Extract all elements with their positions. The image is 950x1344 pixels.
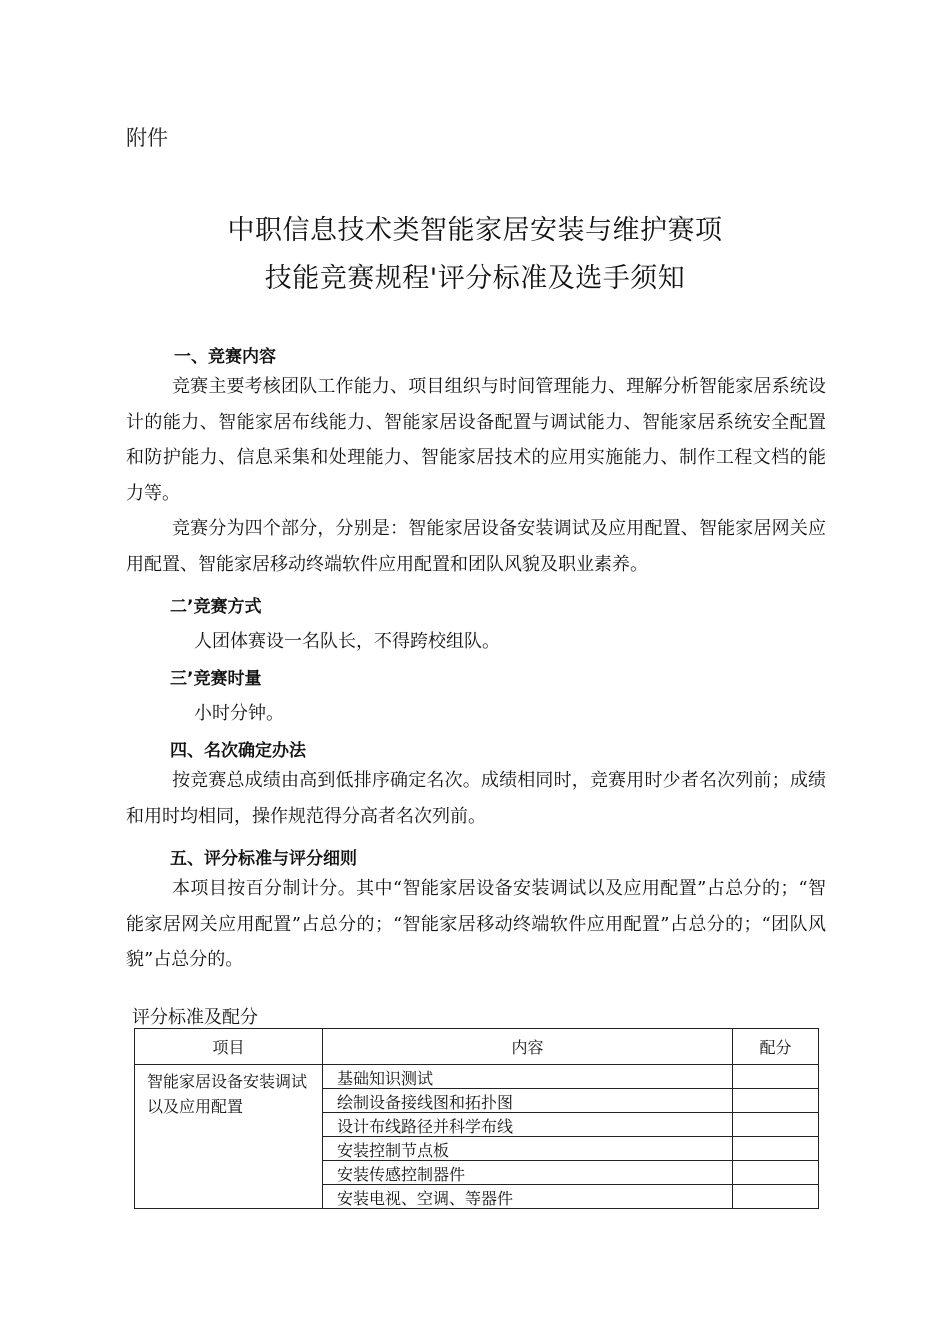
column-header-item: 项目 xyxy=(135,1029,323,1065)
paragraph-competition-content-2: 竞赛分为四个部分，分别是：智能家居设备安装调试及应用配置、智能家居网关应用配置、智能家居移动终端软件应用配置和团队风貌及职业素养。 xyxy=(126,518,826,575)
score-cell xyxy=(733,1113,819,1137)
document-title-line-1: 中职信息技术类智能家居安装与维护赛项 xyxy=(227,215,723,246)
content-cell: 绘制设备接线图和拓扑图 xyxy=(323,1089,733,1113)
paragraph-competition-format: 人团体赛设一名队长，不得跨校组队。 xyxy=(194,631,500,652)
paragraph-ranking-method: 按竞赛总成绩由高到低排序确定名次。成绩相同时，竞赛用时少者名次列前；成绩和用时均相同，操作规范得分高者名次列前。 xyxy=(126,770,826,827)
column-header-content: 内容 xyxy=(323,1029,733,1065)
document-title-line-2: 技能竞赛规程'评分标准及选手须知 xyxy=(264,263,686,294)
score-cell xyxy=(733,1161,819,1185)
table-caption: 评分标准及配分 xyxy=(132,1007,258,1028)
content-cell: 基础知识测试 xyxy=(323,1065,733,1089)
section-heading-scoring-standard: 五、评分标准与评分细则 xyxy=(170,849,357,869)
paragraph-competition-content-1: 竞赛主要考核团队工作能力、项目组织与时间管理能力、理解分析智能家居系统设计的能力、智能家居布线能力、智能家居设备配置与调试能力、智能家居系统安全配置和防护能力、信息采集和处理能力、智能家居技术的应用实施能力、制作工程文档的能力等。 xyxy=(126,376,826,504)
section-heading-competition-duration: 三’竞赛时量 xyxy=(170,669,262,689)
score-cell xyxy=(733,1137,819,1161)
item-cell: 智能家居设备安装调试以及应用配置 xyxy=(135,1065,323,1209)
attachment-label: 附件 xyxy=(126,126,168,150)
table-header-row xyxy=(135,1029,819,1065)
section-heading-competition-content: 一、竞赛内容 xyxy=(174,347,276,367)
content-cell: 安装控制节点板 xyxy=(323,1137,733,1161)
section-heading-competition-format: 二’竞赛方式 xyxy=(170,597,262,617)
score-cell xyxy=(733,1065,819,1089)
column-header-score: 配分 xyxy=(733,1029,819,1065)
score-cell xyxy=(733,1185,819,1209)
page-bottom-margin xyxy=(0,1214,950,1344)
content-cell: 安装电视、空调、等器件 xyxy=(323,1185,733,1209)
content-cell: 设计布线路径并科学布线 xyxy=(323,1113,733,1137)
paragraph-scoring-standard: 本项目按百分制计分。其中“智能家居设备安装调试以及应用配置”占总分的；“智能家居网关应用配置”占总分的；“智能家居移动终端软件应用配置”占总分的；“团队风貌”占总分的。 xyxy=(126,878,826,970)
table-row xyxy=(135,1065,819,1089)
paragraph-competition-duration: 小时分钟。 xyxy=(194,703,284,724)
scoring-table xyxy=(134,1028,819,1209)
score-cell xyxy=(733,1089,819,1113)
section-heading-ranking-method: 四、名次确定办法 xyxy=(170,741,306,761)
content-cell: 安装传感控制器件 xyxy=(323,1161,733,1185)
